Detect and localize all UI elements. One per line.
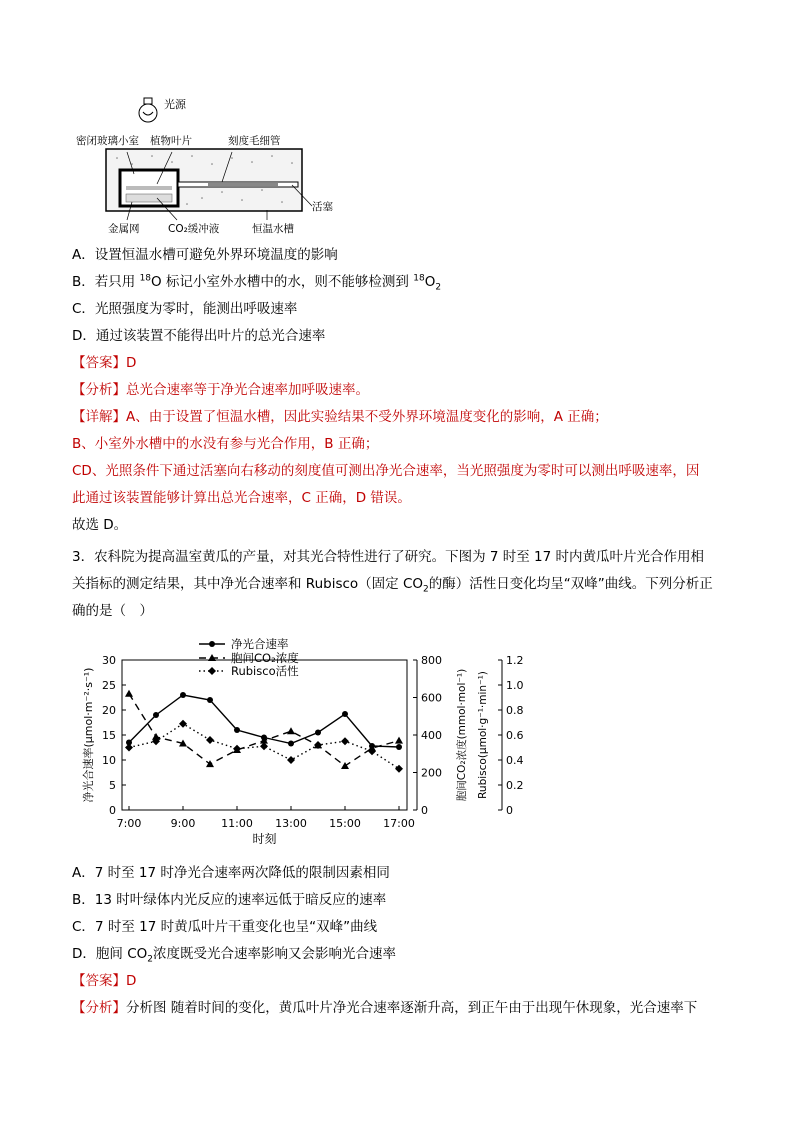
- data-point: [179, 720, 187, 728]
- leaf: [126, 186, 172, 190]
- data-point: [206, 736, 214, 744]
- data-point: [180, 692, 186, 698]
- x-tick-label: 9:00: [170, 817, 196, 830]
- data-point: [125, 744, 133, 752]
- y1-tick-label: 30: [102, 654, 116, 667]
- legend-marker: [209, 641, 215, 647]
- x-tick-label: 11:00: [221, 817, 253, 830]
- q2-option-a: A．设置恒温水槽可避免外界环境温度的影响: [72, 247, 338, 263]
- q2-analysis: 【分析】总光合速率等于净光合速率加呼吸速率。: [72, 382, 369, 398]
- x-axis-label: 时刻: [252, 832, 277, 846]
- label-metal-mesh: 金属网: [108, 223, 140, 235]
- q3-stem-3: 确的是（ ）: [72, 603, 153, 619]
- y3-tick-label: 0.4: [506, 754, 524, 767]
- y3-tick-label: 0.2: [506, 779, 524, 792]
- y2-tick-label: 400: [421, 729, 442, 742]
- data-point: [395, 765, 403, 773]
- label-water-bath: 恒温水槽: [252, 223, 294, 235]
- data-point: [153, 712, 159, 718]
- label-piston: 活塞: [312, 201, 333, 213]
- data-point: [287, 727, 295, 734]
- y2-tick-label: 800: [421, 654, 442, 667]
- legend-marker: [208, 667, 216, 675]
- q3-option-a: A．7 时至 17 时净光合速率两次降低的限制因素相同: [72, 865, 390, 881]
- q3-option-b: B．13 时叶绿体内光反应的速率远低于暗反应的速率: [72, 892, 387, 908]
- q2-detail-3: CD、光照条件下通过活塞向右移动的刻度值可测出净光合速率，当光照强度为零时可以测出呼吸速率，因: [72, 463, 700, 479]
- data-point: [341, 737, 349, 745]
- y1-tick-label: 25: [102, 679, 116, 692]
- data-point: [342, 711, 348, 717]
- data-point: [396, 744, 402, 750]
- q2-conclusion: 故选 D。: [72, 517, 128, 533]
- q3-stem-2: 关指标的测定结果，其中净光合速率和 Rubisco（固定 $CO_2$的酶）活性日变化均呈“双峰”曲线。下列分析正: [72, 576, 713, 595]
- q3-analysis: 【分析】分析图 随着时间的变化，黄瓜叶片净光合速率逐渐升高，到正午由于出现午休现象，光合速率下: [72, 1000, 698, 1016]
- apparatus-diagram: [72, 92, 372, 242]
- q2-detail-2: B、小室外水槽中的水没有参与光合作用，B 正确；: [72, 436, 379, 452]
- label-light-source: 光源: [164, 98, 186, 111]
- y2-tick-label: 600: [421, 691, 442, 705]
- y1-tick-label: 10: [102, 754, 116, 767]
- label-sealed-chamber: 密闭玻璃小室: [76, 135, 139, 147]
- data-point: [341, 762, 349, 769]
- y1-axis-label: 净光合速率(μmol·m⁻²·s⁻¹): [82, 667, 95, 803]
- legend-label: 净光合速率: [231, 637, 289, 651]
- q2-option-c: C．光照强度为零时，能测出呼吸速率: [72, 301, 298, 317]
- legend-label: 胞间CO₂浓度: [231, 651, 299, 665]
- y1-tick-label: 20: [102, 704, 116, 717]
- label-capillary: 刻度毛细管: [228, 135, 281, 147]
- q2-option-b: B．若只用 $^{18}$O 标记小室外水槽中的水，则不能够检测到 $^{18}O_2$: [72, 273, 442, 293]
- y1-tick-label: 15: [102, 729, 116, 742]
- y3-axis-label: Rubisco(μmol·g⁻¹·min⁻¹): [477, 671, 489, 799]
- data-point: [368, 747, 376, 755]
- label-buffer: CO₂缓冲液: [168, 223, 220, 235]
- y3-tick-label: 0.8: [506, 704, 524, 717]
- y3-tick-label: 1.2: [506, 654, 524, 667]
- data-point: [287, 756, 295, 764]
- legend-label: Rubisco活性: [231, 664, 299, 678]
- q3-option-d: D．胞间 $CO_2$浓度既受光合速率影响又会影响光合速率: [72, 946, 396, 965]
- photosynthesis-chart: [72, 630, 532, 855]
- y3-tick-label: 0.6: [506, 729, 524, 742]
- q2-detail-4: 此通过该装置能够计算出总光合速率，C 正确，D 错误。: [72, 490, 411, 506]
- x-tick-label: 13:00: [275, 817, 307, 830]
- q2-option-d: D．通过该装置不能得出叶片的总光合速率: [72, 328, 326, 344]
- y3-tick-label: 1.0: [506, 679, 524, 692]
- data-point: [288, 741, 294, 747]
- q3-option-c: C．7 时至 17 时黄瓜叶片干重变化也呈“双峰”曲线: [72, 919, 378, 935]
- label-leaf: 植物叶片: [150, 135, 192, 147]
- y1-tick-label: 5: [109, 779, 116, 792]
- buffer-solution: [126, 194, 172, 202]
- data-point: [315, 730, 321, 736]
- data-point: [234, 727, 240, 733]
- q3-stem-1: 3．农科院为提高温室黄瓜的产量，对其光合特性进行了研究。下图为 7 时至 17 时内黄瓜叶片光合作用相: [72, 549, 705, 565]
- q3-answer: 【答案】D: [72, 973, 137, 989]
- q2-answer: 【答案】D: [72, 355, 137, 371]
- data-point: [395, 737, 403, 744]
- y2-axis-label: 胞间CO₂浓度(mmol·mol⁻¹): [456, 668, 468, 802]
- x-tick-label: 7:00: [116, 817, 142, 830]
- y2-tick-label: 200: [421, 766, 442, 780]
- data-point: [207, 697, 213, 703]
- y1-tick-label: 0: [109, 804, 116, 817]
- q2-detail-1: 【详解】A、由于设置了恒温水槽，因此实验结果不受外界环境温度变化的影响，A 正确；: [72, 409, 608, 425]
- data-point: [125, 690, 133, 697]
- x-tick-label: 15:00: [329, 817, 361, 830]
- x-tick-label: 17:00: [383, 817, 415, 830]
- light-bulb-icon: [139, 98, 157, 122]
- y2-tick-label: 0: [421, 804, 428, 817]
- y3-tick-label: 0: [506, 804, 513, 817]
